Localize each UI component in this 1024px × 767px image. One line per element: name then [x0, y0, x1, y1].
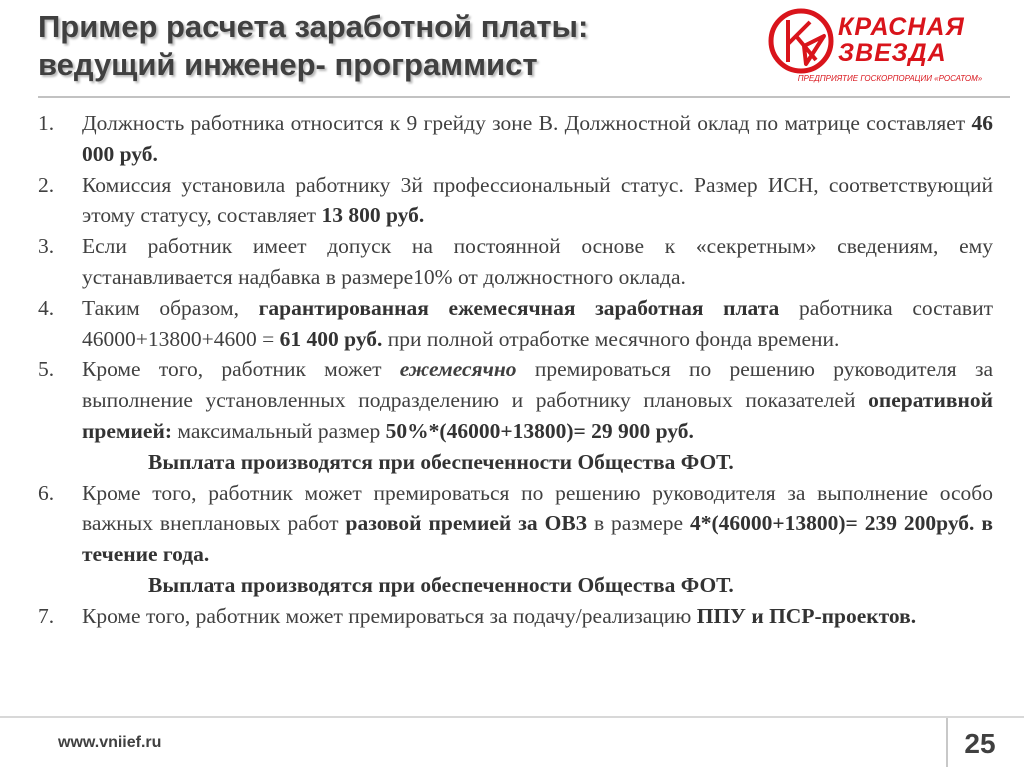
- item-text-part: максимальный размер: [172, 418, 386, 443]
- item-note: Выплата производятся при обеспеченности Общества ФОТ.: [148, 572, 734, 597]
- krasnaya-zvezda-logo: [766, 4, 1012, 90]
- item-number: 4.: [38, 295, 55, 320]
- item-text-part: в размере: [587, 511, 690, 536]
- item-text: [82, 108, 993, 170]
- item-number: 6.: [38, 480, 55, 505]
- item-bold-phrase: разовой премией за ОВЗ: [345, 511, 588, 536]
- item-text: Если работник имеет допуск на постоянной основе к «секретным» сведениям, ему устанавливается надбавка в размере10% от должностного оклада.: [82, 234, 993, 289]
- item-number: 3.: [38, 234, 55, 259]
- logo-word-2: ЗВЕЗДА: [838, 39, 947, 67]
- item-bold-italic: ежемесячно: [399, 357, 517, 382]
- item-bold-value: 4*(46000+13800)= 239 200руб. в течение года.: [82, 511, 993, 567]
- list-item: [38, 354, 993, 477]
- footer-separator: [946, 718, 948, 767]
- item-bold-value: 61 400 руб.: [279, 326, 383, 351]
- item-note: Выплата производятся при обеспеченности Общества ФОТ.: [148, 449, 734, 474]
- page-number: 25: [964, 728, 996, 759]
- list-item: [38, 231, 993, 293]
- item-bold-value: 46 000 руб.: [82, 111, 993, 166]
- item-number: 2.: [38, 172, 55, 197]
- item-text-part: Таким образом,: [82, 295, 259, 320]
- item-number: 7.: [38, 603, 55, 628]
- list-item: [38, 108, 993, 170]
- footer-url: www.vniief.ru: [58, 734, 162, 751]
- list-item: [38, 293, 993, 355]
- item-number: 5.: [38, 357, 55, 382]
- item-text-part: Кроме того, работник может премироваться по решению руководителя за выполнение особо важных внеплановых работ: [82, 480, 993, 536]
- item-bold-value: 13 800 руб.: [321, 203, 425, 228]
- logo-subtitle: ПРЕДПРИЯТИЕ ГОСКОРПОРАЦИИ «РОСАТОМ»: [797, 74, 983, 83]
- title-line-1: Пример расчета заработной платы:: [38, 9, 589, 44]
- slide-title: [38, 8, 738, 84]
- star-emblem-icon: [766, 6, 836, 76]
- item-text-part: Кроме того, работник может премироваться за подачу/реализацию: [82, 603, 697, 628]
- footer-divider: [0, 716, 1024, 718]
- item-bold-value: 50%*(46000+13800)= 29 900 руб.: [385, 418, 694, 443]
- item-text-part: Должность работника относится к 9 грейду зоне В. Должностной оклад по матрице составляет: [82, 111, 972, 135]
- item-text-part: при полной отработке месячного фонда времени.: [382, 326, 840, 351]
- header-divider: [38, 96, 1010, 98]
- item-text: [82, 170, 993, 232]
- list-item: [38, 478, 993, 601]
- item-text-part: Комиссия установила работнику 3й профессиональный статус. Размер ИСН, соответствующий этому статусу, составляет: [82, 172, 993, 228]
- title-line-2: ведущий инженер- программист: [38, 47, 538, 82]
- item-text: [82, 601, 993, 632]
- list-item: [38, 170, 993, 232]
- item-number: 1.: [38, 111, 55, 135]
- item-bold-phrase: оперативной премией:: [82, 388, 993, 443]
- item-text: [82, 354, 993, 477]
- logo-word-1: КРАСНАЯ: [838, 13, 965, 41]
- item-text-part: Кроме того, работник может: [82, 357, 400, 382]
- salary-example-list: [38, 108, 993, 632]
- slide-header: [0, 0, 1024, 98]
- item-text-part: премироваться по решению руководителя за выполнение установленных подразделению и работнику плановых показателей: [82, 357, 993, 413]
- item-text: [82, 478, 993, 601]
- item-bold-phrase: гарантированная ежемесячная заработная плата: [258, 295, 780, 320]
- item-text-part: работника составит 46000+13800+4600 =: [82, 295, 993, 351]
- item-bold-phrase: ППУ и ПСР-проектов.: [696, 603, 917, 628]
- list-item: [38, 601, 993, 632]
- item-text: [82, 293, 993, 355]
